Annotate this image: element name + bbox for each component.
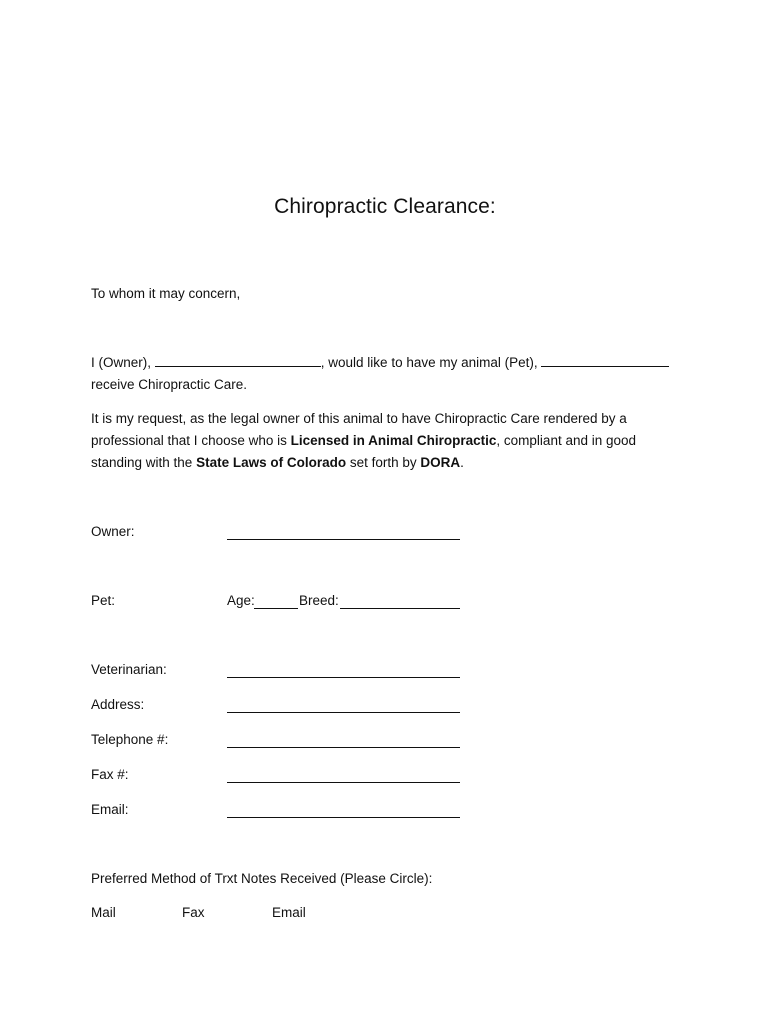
email-label: Email: [91,802,129,817]
owner-statement-middle: , would like to have my animal (Pet), [320,355,538,370]
greeting: To whom it may concern, [91,286,241,301]
request-bold-licensed: Licensed in Animal Chiropractic [290,433,497,448]
veterinarian-label: Veterinarian: [91,662,167,677]
pet-label: Pet: [91,593,116,608]
request-text-3: set forth by [346,455,421,470]
request-paragraph [91,408,681,474]
address-field[interactable] [227,712,460,713]
preferred-method-label: Preferred Method of Trxt Notes Received (Please Circle): [91,871,433,886]
age-label: Age: [227,593,255,608]
breed-field[interactable] [340,608,460,609]
option-email[interactable]: Email [272,905,306,920]
address-label: Address: [91,697,145,712]
fax-label: Fax #: [91,767,129,782]
document-title: Chiropractic Clearance: [274,195,496,218]
owner-statement-line2: receive Chiropractic Care. [91,377,248,392]
age-field[interactable] [254,608,298,609]
owner-label: Owner: [91,524,135,539]
request-text-2: , compliant and in good standing with the [91,433,637,470]
request-text-1: It is my request, as the legal owner of this animal to have Chiropractic Care rendered by a professional that I choose who is [91,411,627,448]
option-mail[interactable]: Mail [91,905,116,920]
fax-field[interactable] [227,782,460,783]
telephone-label: Telephone #: [91,732,169,747]
pet-name-blank[interactable] [541,352,669,367]
owner-statement-line1 [91,352,669,374]
request-bold-dora: DORA [420,455,461,470]
breed-label: Breed: [299,593,339,608]
email-field[interactable] [227,817,460,818]
owner-statement-prefix: I (Owner), [91,355,152,370]
telephone-field[interactable] [227,747,460,748]
owner-name-blank[interactable] [155,352,321,367]
request-bold-state-laws: State Laws of Colorado [196,455,347,470]
veterinarian-field[interactable] [227,677,460,678]
option-fax[interactable]: Fax [182,905,205,920]
request-text-4: . [460,455,464,470]
owner-field[interactable] [227,539,460,540]
